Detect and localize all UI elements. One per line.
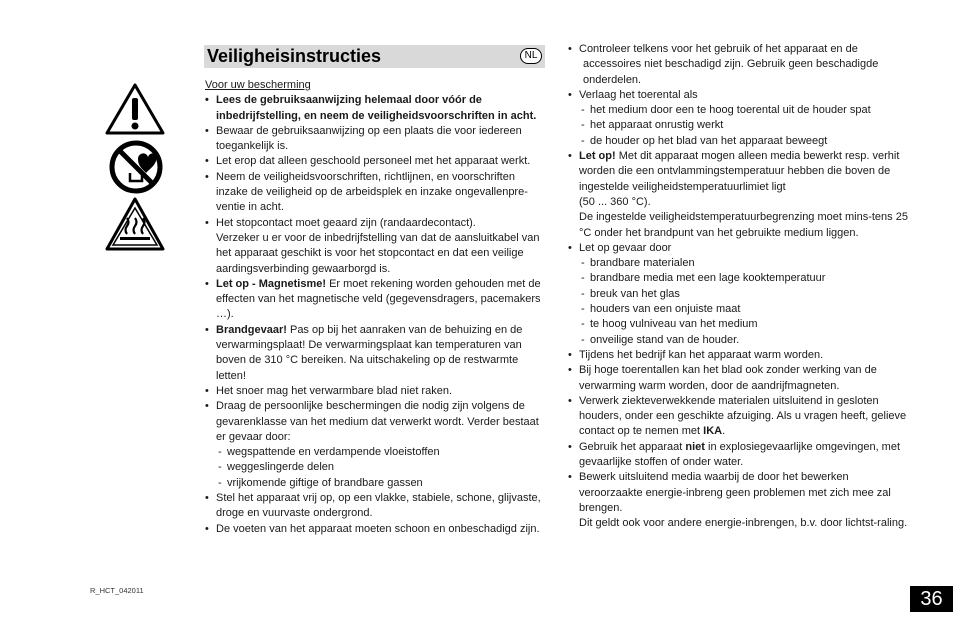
sub-list (216, 445, 548, 491)
page-title: Veiligheisinstructies (207, 46, 382, 66)
list-item (568, 394, 908, 440)
section-title-bar (204, 45, 545, 68)
left-column (205, 78, 548, 537)
sub-list (579, 256, 908, 348)
warning-label: Let op! (579, 150, 616, 163)
sub-list-item: - weggeslingerde delen (216, 460, 548, 475)
list-item: • Let erop dat alleen geschoold personeel met het apparaat werkt. (205, 154, 548, 169)
list-item: • Lees de gebruiksaanwijzing helemaal door vóór de inbedrijfstelling, en neem de veiligheidsvoorschriften in acht. (205, 93, 548, 124)
language-badge: NL (520, 48, 542, 64)
list-item-text: • Het stopcontact moet geaard zijn (randaardecontact). (216, 216, 476, 229)
sub-list-item: - het apparaat onrustig werkt (579, 118, 908, 133)
no-pacemaker-icon (108, 139, 164, 195)
list-item-text: Let op gevaar door (579, 241, 672, 254)
list-item (568, 470, 908, 531)
list-item-text: • Controleer telkens voor het gebruik of het apparaat en de (579, 43, 858, 55)
safety-list-right (568, 42, 908, 532)
sub-list-item: - de houder op het blad van het apparaat beweegt (579, 134, 908, 149)
list-item (205, 277, 548, 323)
brand-name: IKA (703, 425, 723, 438)
list-item: • Het snoer mag het verwarmbare blad niet raken. (205, 384, 548, 399)
sub-list-item: - vrijkomende giftige of brandbare gassen (216, 476, 548, 491)
list-item-text: Verlaag het toerental als (579, 88, 698, 101)
list-item-text: Verwerk ziekteverwekkende materialen uitsluitend in gesloten houders, onder een geschikte afzuiging. Als u vragen heeft, gelieve contact op te nemen met (579, 394, 907, 438)
subheading: Voor uw bescherming (205, 79, 311, 91)
list-item (568, 88, 908, 149)
list-item (205, 399, 548, 491)
list-item (568, 241, 908, 348)
list-item-text: accessoires niet beschadigd zijn. Gebruik geen beschadigde onderdelen. (583, 58, 879, 86)
sub-list-item: - onveilige stand van de houder. (579, 333, 908, 348)
list-item (205, 216, 548, 277)
emphasis-text: niet (685, 440, 705, 453)
document-code: R_HCT_042011 (90, 586, 144, 595)
list-item: • Tijdens het bedrijf kan het apparaat warm worden. (568, 348, 908, 363)
hot-surface-icon (104, 196, 166, 252)
list-item-text: Verzeker u er voor de inbedrijfstelling van dat de aansluitkabel van het apparaat geschikt is voor het stopcontact en dat een veilige aardingsverbinding gewaarborgd is. (216, 231, 540, 275)
right-column (568, 42, 908, 532)
list-item (568, 42, 908, 88)
warning-icon (104, 82, 166, 136)
sub-list-item: - te hoog vulniveau van het medium (579, 317, 908, 332)
list-item-text: Draag de persoonlijke beschermingen die nodig zijn volgens de gevarenklasse van het medium dat verwerkt wordt. Verder bestaat er gevaar door: (216, 400, 539, 443)
list-item-text: . (722, 425, 726, 438)
list-item: • Neem de veiligheidsvoorschriften, richtlijnen, en voorschriften inzake de veiligheid op de arbeidsplek en inzake ongevallenpre-ventie in acht. (205, 170, 548, 216)
list-item (205, 323, 548, 384)
list-item: • Stel het apparaat vrij op, op een vlakke, stabiele, schone, glijvaste, droge en vuurvaste ondergrond. (205, 491, 548, 522)
list-item-text: Gebruik het apparaat (579, 440, 686, 453)
sub-list-item: - houders van een onjuiste maat (579, 302, 908, 317)
sub-list-item: - het medium door een te hoog toerental uit de houder spat (579, 103, 908, 118)
list-item (568, 149, 908, 241)
sub-list-item: - brandbare materialen (579, 256, 908, 271)
warning-label: Brandgevaar! (216, 323, 287, 336)
safety-list-left (205, 93, 548, 537)
list-item-text: in explosiegevaarlijke omgevingen, met gevaarlijke stoffen of onder water. (579, 440, 901, 469)
list-item-text: Met dit apparaat mogen alleen media bewerkt resp. verhit worden die een ontvlammingstemperatuur hebben die boven de ingestelde veiligheidstemperatuurlimiet ligt (579, 150, 900, 193)
list-item-text: Dit geldt ook voor andere energie-inbrengen, b.v. door lichtst-raling. (579, 517, 908, 530)
page-number: 36 (910, 586, 953, 612)
list-item: • Bewaar de gebruiksaanwijzing op een plaats die voor iedereen toegankelijk is. (205, 124, 548, 155)
list-item-text: Pas op bij het aanraken van de behuizing en de verwarmingsplaat! De verwarmingsplaat kan temperaturen van boven de 310 °C bereiken. Na uitschakeling op de restwarmte letten! (216, 323, 523, 382)
sub-list-item: - brandbare media met een lage kooktemperatuur (579, 271, 908, 286)
list-item (568, 440, 908, 471)
sub-list-item: - breuk van het glas (579, 287, 908, 302)
warning-label: Let op - Magnetisme! (216, 277, 327, 290)
list-item-text: Bewerk uitsluitend media waarbij de door het bewerken veroorzaakte energie-inbreng geen problemen met zich mee zal brengen. (579, 471, 891, 514)
list-item: • Bij hoge toerentallen kan het blad ook zonder werking van de verwarming warm worden, door de aandrijfmagneten. (568, 363, 908, 394)
list-item-text: De ingestelde veiligheidstemperatuurbegrenzing moet mins-tens 25 °C onder het brandpunt van het gebruikte medium liggen. (579, 211, 908, 239)
list-item: • De voeten van het apparaat moeten schoon en onbeschadigd zijn. (205, 522, 548, 537)
temperature-range: (50 ... 360 °C). (579, 195, 651, 208)
list-item-text: Er moet rekening worden gehouden met de effecten van het magnetische veld (gegevensdragers, pacemakers …). (216, 277, 541, 321)
sub-list-item: - wegspattende en verdampende vloeistoffen (216, 445, 548, 460)
sub-list (579, 103, 908, 149)
